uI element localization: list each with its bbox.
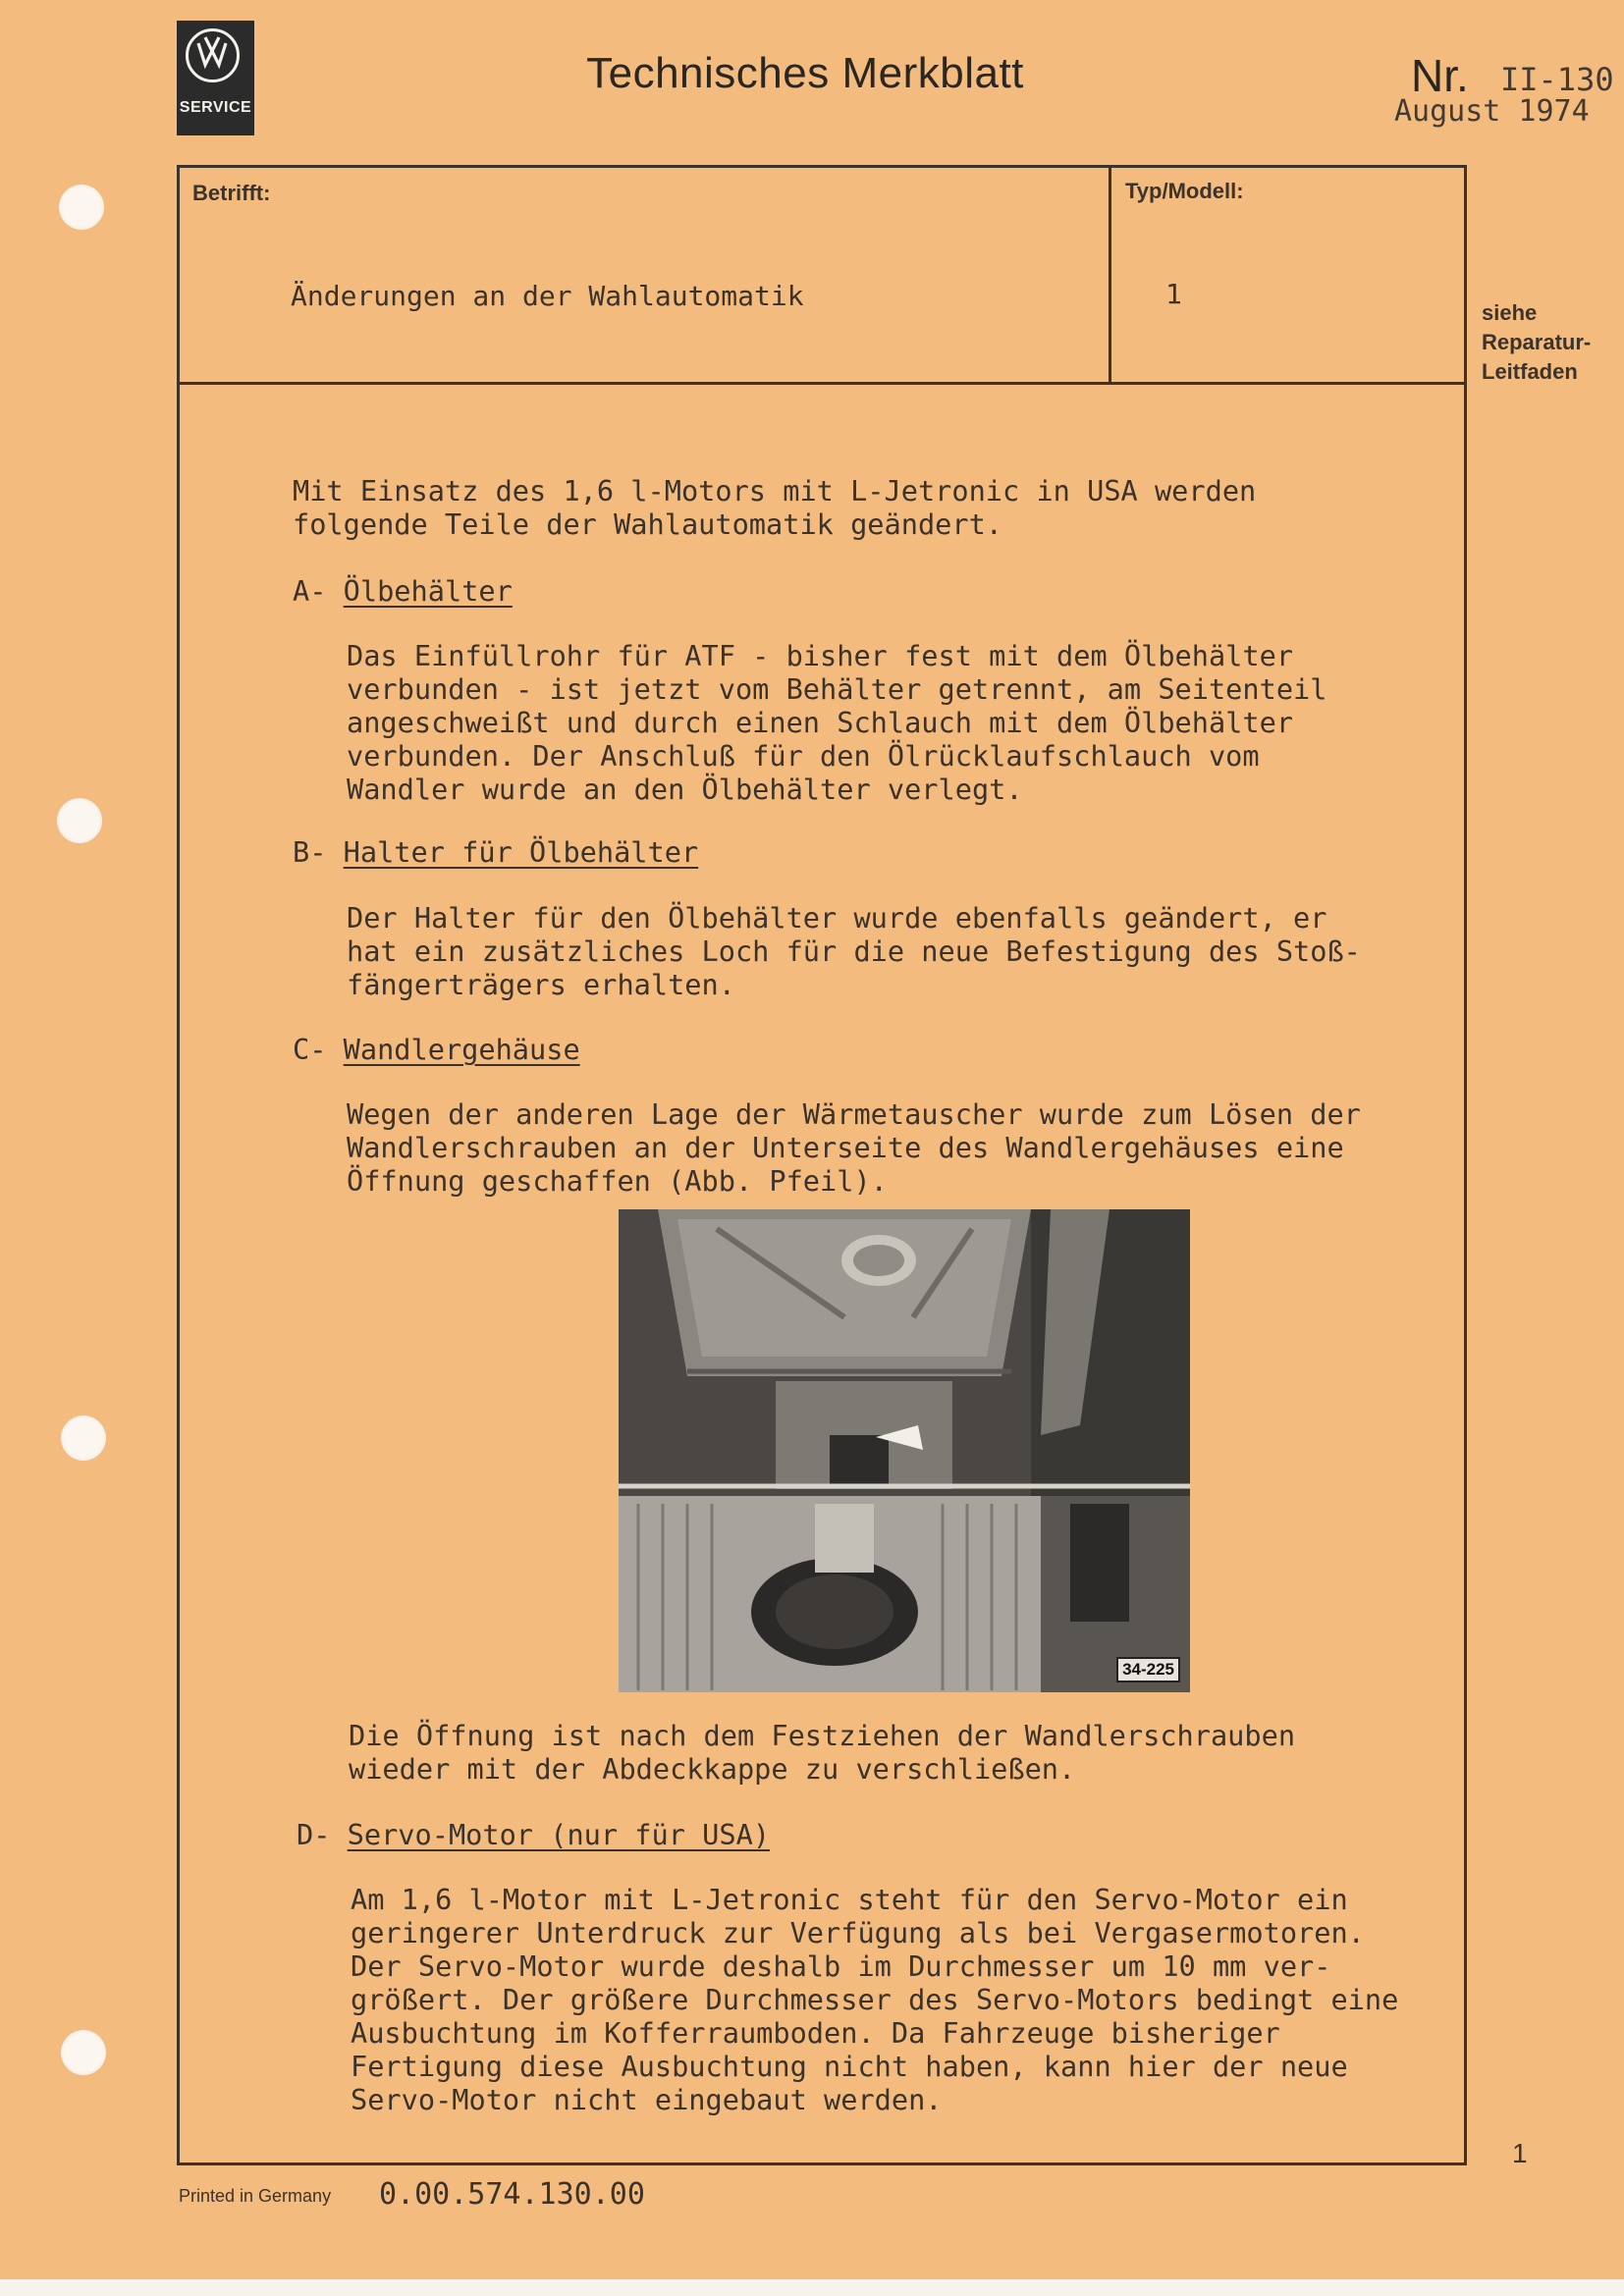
section-title: Halter für Ölbehälter	[343, 835, 699, 869]
section-c-text: Wegen der anderen Lage der Wärmetauscher wurde zum Lösen der Wandlerschrauben an der Unterseite des Wandlergehäuses eine Öffnung geschaffen (Abb. Pfeil).	[347, 1097, 1361, 1198]
side-note-line: Reparatur-	[1482, 330, 1592, 354]
scan-edge	[0, 2279, 1624, 2296]
section-c-heading	[293, 1033, 580, 1066]
info-box-column-divider	[1109, 165, 1111, 384]
section-b-text: Der Halter für den Ölbehälter wurde ebenfalls geändert, er hat ein zusätzliches Loch für die neue Befestigung des Stoß- fängerträgers erhalten.	[347, 901, 1361, 1001]
vw-emblem-icon	[186, 28, 240, 82]
logo-service-text: SERVICE	[179, 99, 252, 116]
section-title: Servo-Motor (nur für USA)	[347, 1818, 771, 1851]
section-d-text: Am 1,6 l-Motor mit L-Jetronic steht für den Servo-Motor ein geringerer Unterdruck zur Verfügung als bei Vergasermotoren. Der Servo-Motor wurde deshalb im Durchmesser um 10 mm ver- größert. Der größere Durchmesser des Servo-Motors bedingt eine Ausbuchtung im Kofferraumboden. Da Fahrzeuge bisheriger Fertigung diese Ausbuchtung nicht haben, kann hier der neue Servo-Motor nicht eingebaut werden.	[351, 1883, 1399, 2116]
side-note	[1482, 298, 1591, 387]
section-title: Ölbehälter	[343, 574, 513, 608]
number-value: II-130	[1500, 61, 1614, 98]
issue-date: August 1974	[1394, 94, 1590, 129]
transmission-photo	[619, 1209, 1190, 1692]
section-letter: D-	[297, 1818, 331, 1851]
section-letter: A-	[293, 574, 327, 608]
page-number: 1	[1512, 2138, 1528, 2168]
subject-label: Betrifft:	[192, 181, 271, 205]
intro-paragraph: Mit Einsatz des 1,6 l-Motors mit L-Jetronic in USA werden folgende Teile der Wahlautomatik geändert.	[293, 474, 1257, 541]
number-label: Nr.	[1411, 50, 1469, 101]
photo-illustration	[619, 1209, 1190, 1692]
subject-text: Änderungen an der Wahlautomatik	[291, 280, 804, 312]
figure-reference: 34-225	[1116, 1657, 1180, 1682]
side-note-line: siehe	[1482, 300, 1538, 325]
type-label: Typ/Modell:	[1125, 179, 1244, 203]
vw-service-logo	[177, 21, 254, 135]
section-c-after-figure: Die Öffnung ist nach dem Festziehen der Wandlerschrauben wieder mit der Abdeckkappe zu verschließen.	[349, 1719, 1296, 1786]
section-d-heading	[297, 1818, 770, 1851]
info-box-divider	[177, 382, 1467, 385]
type-value: 1	[1165, 278, 1182, 310]
punch-hole	[57, 798, 102, 843]
punch-hole	[59, 185, 104, 230]
part-number: 0.00.574.130.00	[379, 2177, 645, 2212]
section-b-heading	[293, 835, 698, 869]
printed-in-note: Printed in Germany	[179, 2186, 332, 2206]
section-a-text: Das Einfüllrohr für ATF - bisher fest mit dem Ölbehälter verbunden - ist jetzt vom Behälter getrennt, am Seitenteil angeschweißt und durch einen Schlauch mit dem Ölbehälter verbunden. Der Anschluß für den Ölrücklaufschlauch vom Wandler wurde an den Ölbehälter verlegt.	[347, 639, 1327, 806]
document-title: Technisches Merkblatt	[586, 49, 1024, 97]
section-a-heading	[293, 574, 513, 608]
punch-hole	[61, 1415, 106, 1461]
section-letter: C-	[293, 1033, 327, 1066]
section-title: Wandlergehäuse	[343, 1033, 580, 1066]
side-note-line: Leitfaden	[1482, 359, 1578, 384]
section-letter: B-	[293, 835, 327, 869]
punch-hole	[61, 2030, 106, 2075]
